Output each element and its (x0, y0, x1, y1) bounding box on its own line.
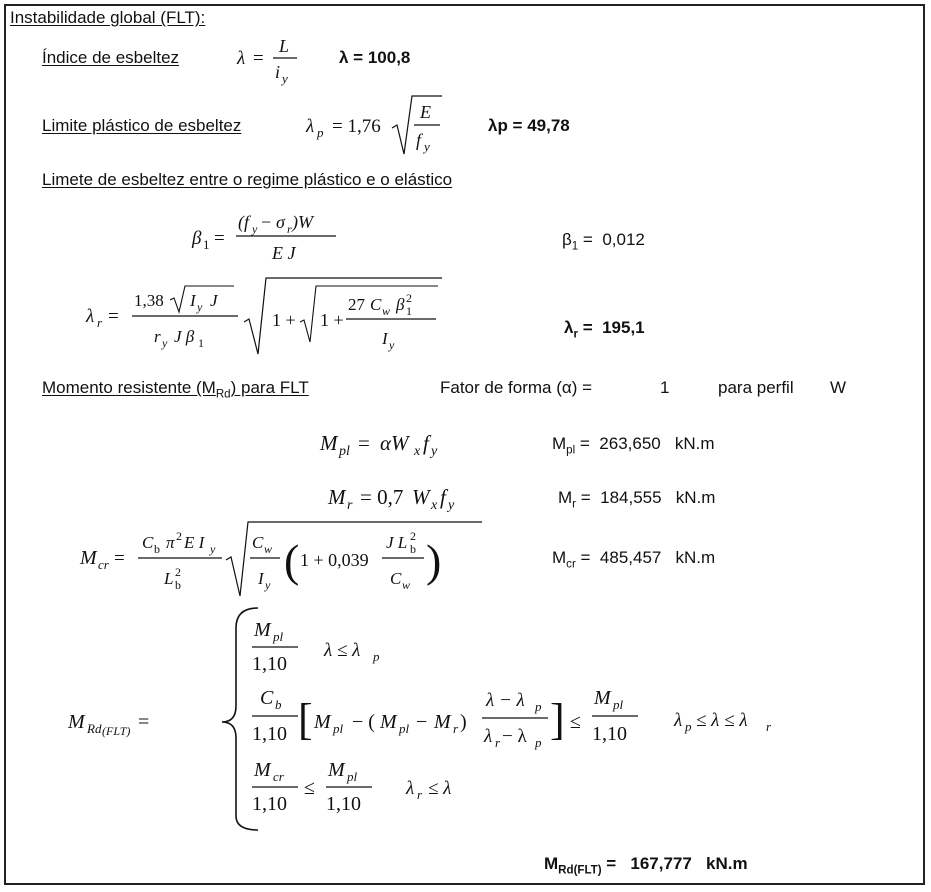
svg-text:J: J (210, 291, 218, 310)
svg-text:x: x (414, 444, 421, 459)
svg-text:M: M (254, 759, 271, 781)
svg-text:C: C (390, 569, 402, 588)
svg-text:y: y (210, 542, 216, 556)
svg-text:i: i (275, 62, 281, 82)
svg-text:≤: ≤ (570, 711, 581, 733)
svg-text:b: b (275, 697, 282, 712)
svg-text:2: 2 (406, 291, 412, 305)
svg-text:1,10: 1,10 (252, 793, 287, 815)
svg-text:π: π (166, 533, 175, 552)
svg-text:λ: λ (674, 710, 683, 731)
svg-text:r: r (154, 327, 161, 346)
svg-text:=: = (138, 711, 150, 733)
mrd-piecewise-formula (62, 606, 822, 838)
svg-text:M: M (328, 485, 346, 509)
svg-text:y: y (448, 498, 455, 513)
lambda-p-formula (302, 92, 442, 158)
svg-text:y: y (282, 71, 288, 86)
svg-text:C: C (142, 533, 154, 552)
profile-label: para perfil (718, 378, 794, 397)
svg-text:1,10: 1,10 (252, 653, 287, 675)
lambda-p-result: λp = 49,78 (488, 116, 570, 135)
mcr-formula (80, 516, 490, 600)
svg-text:1: 1 (198, 336, 204, 350)
svg-text:[: [ (298, 695, 313, 744)
svg-text:1: 1 (203, 237, 210, 252)
svg-text:C: C (260, 687, 274, 709)
svg-text:w: w (382, 304, 391, 318)
svg-text:αW: αW (380, 431, 409, 455)
svg-text:y: y (197, 300, 203, 314)
svg-text:=: = (358, 431, 370, 455)
section-title: Instabilidade global (FLT): (10, 8, 206, 27)
svg-text:y: y (389, 338, 395, 352)
svg-text:p: p (535, 699, 542, 714)
svg-text:Rd: Rd (87, 721, 102, 736)
svg-text:L: L (279, 36, 290, 56)
svg-text:)W: )W (292, 212, 313, 232)
form-factor-value: 1 (660, 378, 670, 397)
svg-text:b: b (175, 578, 181, 592)
svg-text:λ: λ (306, 116, 315, 137)
svg-text:M: M (80, 547, 97, 569)
svg-text:− λ: − λ (502, 726, 527, 747)
svg-text:(: ( (284, 535, 300, 586)
lambda-r-result: $\lambda_r = 195,1$ (564, 318, 645, 341)
svg-text:pl: pl (339, 444, 350, 459)
svg-text:cr: cr (273, 769, 284, 784)
svg-text:1,10: 1,10 (326, 793, 361, 815)
svg-text:r: r (766, 719, 772, 734)
svg-text:M: M (594, 687, 611, 709)
svg-text:p: p (373, 649, 380, 664)
svg-text:E J: E J (272, 243, 296, 263)
svg-text:1 +: 1 + (272, 310, 296, 330)
svg-text:≤ λ ≤ λ: ≤ λ ≤ λ (696, 710, 748, 731)
svg-text:]: ] (550, 695, 565, 744)
svg-text:f: f (423, 431, 429, 455)
svg-text:M: M (314, 711, 331, 733)
svg-text:r: r (453, 721, 459, 736)
svg-text:=: = (114, 548, 125, 569)
svg-text:p: p (535, 735, 542, 750)
svg-text:x: x (431, 498, 438, 513)
plastic-limit-label: Limite plástico de esbeltez (42, 116, 242, 135)
slenderness-index-label: Índice de esbeltez (42, 48, 180, 67)
svg-text:E I: E I (184, 533, 205, 552)
lambda-r-formula (86, 272, 446, 356)
svg-text:≤: ≤ (304, 777, 315, 799)
svg-text:(f: (f (238, 212, 249, 232)
svg-text:σ: σ (276, 212, 285, 232)
svg-text:y: y (431, 444, 438, 459)
beta1-result: $\beta_1 = 0,012$ (562, 230, 645, 253)
svg-text:β: β (396, 295, 405, 314)
svg-text:I: I (382, 329, 388, 348)
svg-text:p: p (685, 719, 692, 734)
svg-text:1,10: 1,10 (252, 723, 287, 745)
svg-text:M: M (434, 711, 451, 733)
svg-text:2: 2 (176, 529, 182, 543)
svg-text:p: p (317, 125, 324, 140)
svg-text:J β: J β (174, 327, 195, 346)
svg-text:− (: − ( (352, 711, 375, 733)
svg-text:pl: pl (613, 697, 624, 712)
svg-text:M: M (320, 431, 338, 455)
svg-text:β: β (192, 228, 202, 249)
svg-text:w: w (264, 542, 273, 556)
svg-text:b: b (154, 542, 160, 556)
svg-text:f: f (416, 130, 422, 150)
svg-text:E: E (420, 102, 431, 122)
svg-text:= 1,76: = 1,76 (332, 116, 381, 137)
mr-formula (328, 478, 488, 518)
svg-text:): ) (460, 711, 467, 733)
svg-text:=: = (214, 228, 225, 249)
svg-text:M: M (328, 759, 345, 781)
svg-text:=: = (108, 306, 119, 327)
mrd-result: $M_{Rd(FLT)} = 167,777$ kN.m (544, 854, 748, 877)
document-page (4, 4, 925, 885)
svg-text:): ) (426, 535, 442, 586)
svg-text:1,38: 1,38 (134, 291, 164, 310)
svg-text:r: r (495, 735, 501, 750)
svg-text:= 0,7: = 0,7 (360, 485, 404, 509)
svg-text:y: y (162, 336, 168, 350)
mpl-formula (320, 424, 480, 464)
mr-result: $M_r = 184,555$ kN.m (558, 488, 716, 511)
svg-text:r: r (417, 787, 423, 802)
svg-text:(FLT): (FLT) (102, 724, 131, 738)
svg-text:pl: pl (399, 721, 410, 736)
mcr-result: $M_{cr} = 485,457$ kN.m (552, 548, 716, 571)
svg-text:λ: λ (237, 48, 246, 69)
svg-text:f: f (440, 485, 446, 509)
svg-text:r: r (287, 222, 292, 236)
form-factor-label: Fator de forma (α) = (440, 378, 593, 397)
beta1-formula (192, 204, 352, 268)
svg-text:W: W (412, 485, 430, 509)
svg-text:pl: pl (333, 721, 344, 736)
svg-text:cr: cr (98, 557, 109, 572)
svg-text:−: − (261, 212, 272, 232)
lambda-result: λ = 100,8 (339, 48, 411, 67)
svg-text:=: = (253, 48, 264, 69)
svg-text:1 +: 1 + (320, 310, 344, 330)
svg-text:y: y (424, 139, 430, 154)
svg-text:pl: pl (273, 629, 284, 644)
mpl-result: $M_{pl} = 263,650$ kN.m (552, 434, 715, 457)
svg-text:y: y (265, 578, 271, 592)
svg-text:λ − λ: λ − λ (486, 690, 525, 711)
svg-text:L: L (164, 569, 174, 588)
svg-text:λ: λ (484, 726, 493, 747)
svg-text:−: − (416, 711, 428, 733)
svg-text:M: M (380, 711, 397, 733)
svg-text:M: M (254, 619, 271, 641)
lambda-formula (231, 32, 301, 88)
svg-text:C: C (252, 533, 264, 552)
profile-value: W (830, 378, 847, 397)
svg-text:1 + 0,039: 1 + 0,039 (300, 550, 369, 570)
svg-text:b: b (410, 542, 416, 556)
svg-text:r: r (347, 498, 353, 513)
svg-text:λ ≤ λ: λ ≤ λ (324, 640, 361, 661)
svg-text:I: I (190, 291, 196, 310)
svg-text:1: 1 (406, 304, 412, 318)
svg-text:2: 2 (175, 565, 181, 579)
svg-text:w: w (402, 578, 411, 592)
svg-text:M: M (68, 711, 85, 733)
svg-text:J L: J L (386, 533, 408, 552)
svg-text:λ: λ (86, 306, 95, 327)
svg-text:I: I (258, 569, 264, 588)
svg-text:λ: λ (406, 778, 415, 799)
svg-text:2: 2 (410, 529, 416, 543)
svg-text:r: r (97, 315, 103, 330)
resisting-moment-label: Momento resistente $(M_{Rd})$ para FLT (42, 378, 309, 401)
svg-text:27: 27 (348, 295, 365, 314)
svg-text:≤ λ: ≤ λ (428, 778, 452, 799)
elastic-limit-label: Limete de esbeltez entre o regime plástico e o elástico (42, 170, 453, 189)
svg-text:pl: pl (347, 769, 358, 784)
svg-text:y: y (252, 222, 258, 236)
svg-text:1,10: 1,10 (592, 723, 627, 745)
svg-text:C: C (370, 295, 382, 314)
